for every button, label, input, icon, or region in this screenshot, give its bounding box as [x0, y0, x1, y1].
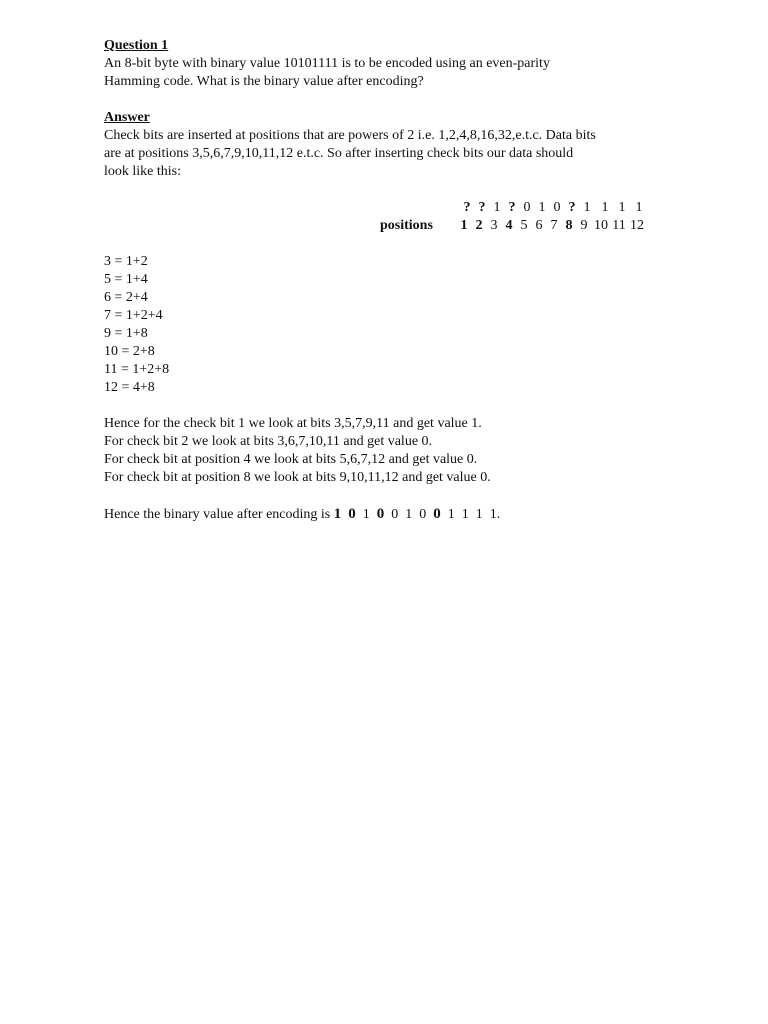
equation-line: 7 = 1+2+4	[104, 308, 163, 323]
final-bit: 1.	[489, 507, 501, 522]
final-prefix: Hence the binary value after encoding is	[104, 507, 331, 522]
equation-line: 10 = 2+8	[104, 344, 155, 359]
bit-cell: ?	[568, 200, 576, 215]
bits-row	[104, 199, 644, 217]
final-bit: 0	[391, 507, 399, 522]
document-page	[104, 37, 644, 524]
bit-cell: 1	[601, 200, 609, 215]
bit-cell: 1	[493, 200, 501, 215]
final-result	[104, 505, 644, 524]
position-cell: 12	[630, 218, 644, 233]
bit-cell: 0	[523, 200, 531, 215]
equation-line: 5 = 1+4	[104, 272, 148, 287]
final-bit: 1	[461, 507, 469, 522]
equation-list	[104, 253, 644, 397]
equation-line: 9 = 1+8	[104, 326, 148, 341]
final-bits	[334, 507, 508, 522]
bit-cell: ?	[478, 200, 486, 215]
position-cell: 3	[490, 218, 498, 233]
position-cell: 7	[550, 218, 558, 233]
bit-cell: ?	[508, 200, 516, 215]
final-bit: 1	[333, 506, 342, 522]
final-bit: 0	[348, 506, 356, 522]
position-cell: 6	[535, 218, 543, 233]
final-bit: 0	[433, 506, 441, 522]
bit-cell: 1	[583, 200, 591, 215]
final-bit: 1	[475, 507, 483, 522]
positions-label: positions	[380, 218, 433, 233]
position-cell: 10	[594, 218, 608, 233]
bit-cell: 0	[553, 200, 561, 215]
final-bit: 1	[405, 507, 413, 522]
answer-line-1: Check bits are inserted at positions that are powers of 2 i.e. 1,2,4,8,16,32,e.t.c. Data bits	[104, 128, 596, 143]
position-cell: 1	[460, 218, 468, 233]
position-cell: 8	[565, 218, 573, 233]
check-line-3: For check bit at position 4 we look at bits 5,6,7,12 and get value 0.	[104, 452, 478, 467]
bit-cell: 1	[618, 200, 626, 215]
answer-line-3: look like this:	[104, 164, 181, 179]
position-cell: 4	[505, 218, 513, 233]
check-line-2: For check bit 2 we look at bits 3,6,7,10,11 and get value 0.	[104, 434, 433, 449]
position-cell: 2	[475, 218, 483, 233]
equation-line: 6 = 2+4	[104, 290, 148, 305]
bit-cell: 1	[538, 200, 546, 215]
answer-heading: Answer	[104, 110, 150, 125]
position-cell: 9	[580, 218, 588, 233]
final-bit: 0	[376, 506, 385, 522]
positions-row	[104, 217, 644, 235]
bit-cell: 1	[635, 200, 643, 215]
final-bit: 1	[447, 507, 455, 522]
question-line-1: An 8-bit byte with binary value 10101111 is to be encoded using an even-parity	[104, 56, 550, 71]
bit-position-table	[104, 199, 644, 235]
question-heading: Question 1	[104, 38, 169, 53]
final-bit: 0	[419, 507, 427, 522]
check-line-4: For check bit at position 8 we look at bits 9,10,11,12 and get value 0.	[104, 470, 491, 485]
check-line-1: Hence for the check bit 1 we look at bits 3,5,7,9,11 and get value 1.	[104, 416, 482, 431]
answer-line-2: are at positions 3,5,6,7,9,10,11,12 e.t.c. So after inserting check bits our data should	[104, 146, 574, 161]
equation-line: 3 = 1+2	[104, 254, 148, 269]
position-cell: 11	[612, 218, 626, 233]
question-line-2: Hamming code. What is the binary value after encoding?	[104, 74, 424, 89]
equation-line: 12 = 4+8	[104, 380, 155, 395]
bit-cell: ?	[463, 200, 471, 215]
equation-line: 11 = 1+2+8	[104, 362, 170, 377]
final-bit: 1	[362, 507, 370, 522]
position-cell: 5	[520, 218, 528, 233]
